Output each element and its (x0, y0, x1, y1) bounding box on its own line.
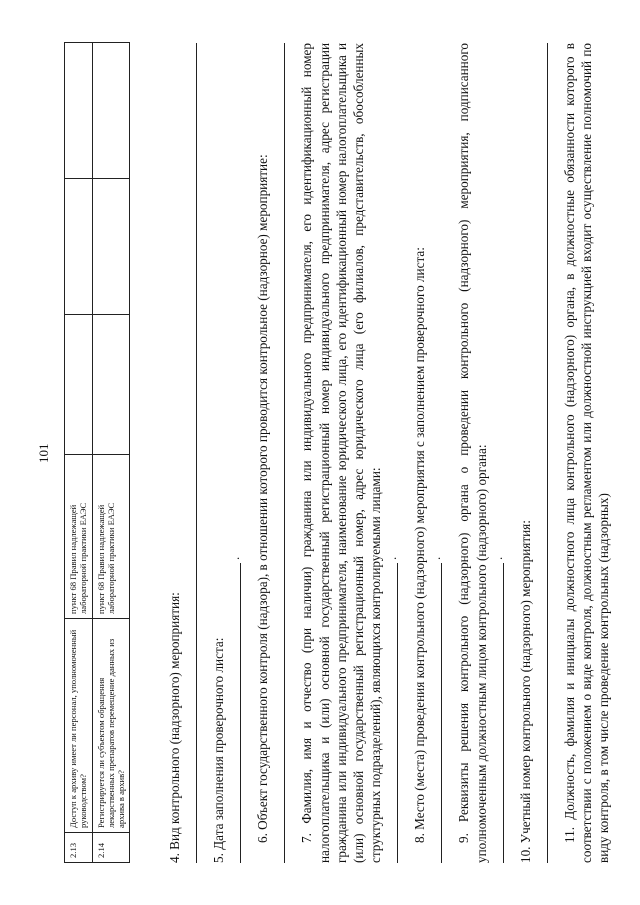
item-7-text: 7. Фамилия, имя и отчество (при наличии) гражданина или индивидуального предпринимателя, его идентификационный номер налогоплательщика и (или) основной государственный регистрационный номер индивидуального предпринимателя, адрес регистрации гражданина или индивидуального предпринимателя, наименование юридического лица, его идентификационный номер налогоплательщика и (или) основной государственный регистрационный номер, адрес юридического лица (его филиалов, представительств, обособленных структурных подразделений), являющихся контролируемыми лицами: (299, 43, 384, 863)
fill-line-wrap (490, 43, 504, 863)
line-end-dot: . (428, 556, 444, 560)
fill-line (273, 43, 285, 863)
item-4-text: 4. Вид контрольного (надзорного) мероприятия: (167, 592, 182, 863)
answer-cell (93, 179, 130, 315)
answer-cell (65, 315, 93, 455)
item-10 (517, 43, 548, 863)
row-number: 2.14 (93, 833, 130, 863)
form-fields (166, 43, 625, 863)
table-row (65, 43, 93, 863)
answer-cell (65, 43, 93, 179)
item-11-text: 11. Должность, фамилия и инициалы должностного лица контрольного (надзорного) органа, в должностные обязанности которого в соответствии с положением о виде контроля, должностным регламентом или должностной инструкцией входит осуществление полномочий по виду контроля, в том числе проведение контрольных (надзорных) (561, 43, 612, 863)
row-reference: пункт 68 Правил надлежащей лабораторной практики ЕАЭС (65, 455, 93, 619)
fill-line-wrap (227, 43, 241, 863)
fill-line (430, 563, 442, 863)
row-question: Доступ к архиву имеет ли персонал, уполномоченный руководством? (65, 619, 93, 833)
item-5 (210, 43, 241, 863)
answer-cell (65, 179, 93, 315)
fill-line (536, 43, 548, 863)
item-5-text: 5. Дата заполнения проверочного листа: (211, 637, 227, 863)
fill-line (492, 563, 504, 863)
item-4 (166, 43, 197, 863)
fill-line (185, 43, 197, 863)
answer-cell (93, 43, 130, 179)
item-6-text: 6. Объект государственного контроля (надзора), в отношении которого проводится контрольное (надзорное) мероприятие: (255, 154, 271, 843)
item-7 (298, 43, 398, 863)
item-9-text: 9. Реквизиты решения контрольного (надзорного) органа о проведении контрольного (надзорного) мероприятия, подписанного уполномоченным должностным лицом контрольного (надзорного) органа: (456, 43, 489, 863)
item-8 (411, 43, 442, 863)
fill-line (386, 563, 398, 863)
checklist-table (64, 42, 130, 863)
line-end-dot: . (227, 556, 243, 560)
row-question: Регистрируется ли субъектом обращения лекарственных препаратов перемещение данных из архива в архив? (93, 619, 130, 833)
answer-cell (93, 315, 130, 455)
page-number: 101 (36, 443, 51, 463)
fill-line-wrap (384, 43, 398, 863)
item-11 (561, 43, 612, 863)
fill-line (229, 563, 241, 863)
item-9 (455, 43, 503, 863)
item-10-text: 10. Учетный номер контрольного (надзорного) мероприятия: (517, 520, 533, 863)
fill-line-wrap (428, 43, 442, 863)
item-6 (254, 43, 285, 863)
line-end-dot: . (489, 556, 505, 560)
row-reference: пункт 68 Правил надлежащей лабораторной практики ЕАЭС (93, 455, 130, 619)
row-number: 2.13 (65, 833, 93, 863)
line-end-dot: . (384, 556, 400, 560)
item-8-text: 8. Место (места) проведения контрольного (надзорного) мероприятия с заполнением проверочного листа: (412, 247, 428, 843)
table-row (93, 43, 130, 863)
